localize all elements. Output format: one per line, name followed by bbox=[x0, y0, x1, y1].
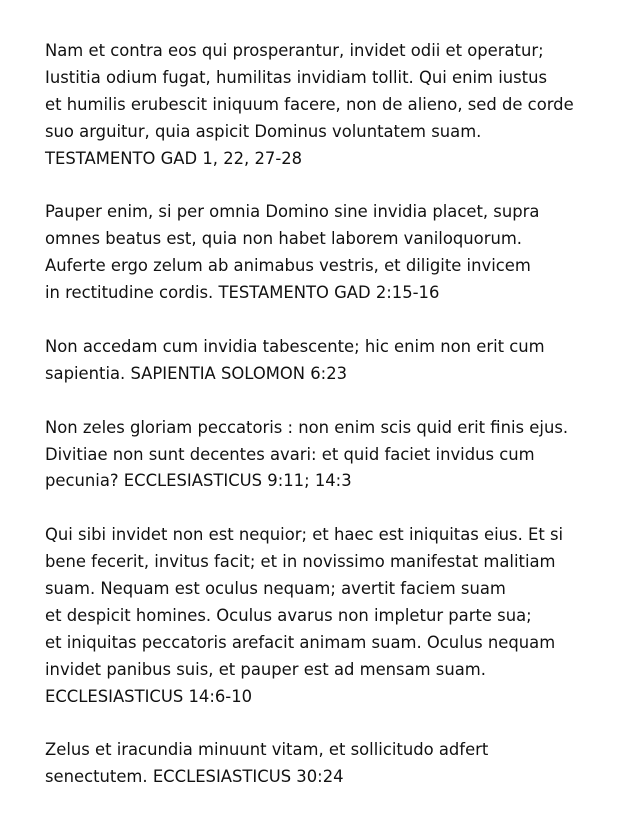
text-line: suo arguitur, quia aspicit Dominus voluntatem suam. bbox=[45, 121, 482, 141]
document-page bbox=[45, 38, 625, 818]
text-line: Zelus et iracundia minuunt vitam, et sollicitudo adfert bbox=[45, 740, 489, 760]
text-line: et iniquitas peccatoris arefacit animam suam. Oculus nequam bbox=[45, 632, 556, 652]
paragraph-sapientia-solomon bbox=[45, 334, 625, 388]
paragraph-ecclesiasticus-30 bbox=[45, 737, 625, 791]
citation-line: in rectitudine cordis. TESTAMENTO GAD 2:15-16 bbox=[45, 283, 440, 303]
text-line: Divitiae non sunt decentes avari: et quid faciet invidus cum bbox=[45, 444, 535, 464]
text-line: Non zeles gloriam peccatoris : non enim scis quid erit finis ejus. bbox=[45, 417, 569, 437]
text-line: Nam et contra eos qui prosperantur, invidet odii et operatur; bbox=[45, 41, 544, 60]
text-line: suam. Nequam est oculus nequam; avertit faciem suam bbox=[45, 579, 506, 599]
citation-line: senectutem. ECCLESIASTICUS 30:24 bbox=[45, 767, 344, 787]
text-line: omnes beatus est, quia non habet laborem vaniloquorum. bbox=[45, 229, 523, 249]
citation-line: ECCLESIASTICUS 14:6-10 bbox=[45, 686, 253, 706]
text-line: et despicit homines. Oculus avarus non impletur parte sua; bbox=[45, 605, 532, 625]
text-line: Non accedam cum invidia tabescente; hic enim non erit cum bbox=[45, 336, 545, 356]
paragraph-ecclesiasticus-14 bbox=[45, 522, 625, 710]
text-line: invidet panibus suis, et pauper est ad mensam suam. bbox=[45, 659, 486, 679]
text-line: Pauper enim, si per omnia Domino sine invidia placet, supra bbox=[45, 202, 540, 222]
text-line: Qui sibi invidet non est nequior; et haec est iniquitas eius. Et si bbox=[45, 525, 564, 545]
citation-line: sapientia. SAPIENTIA SOLOMON 6:23 bbox=[45, 363, 348, 383]
citation-line: TESTAMENTO GAD 1, 22, 27-28 bbox=[45, 148, 303, 168]
text-line: et humilis erubescit iniquum facere, non de alieno, sed de corde bbox=[45, 94, 574, 114]
text-line: Iustitia odium fugat, humilitas invidiam tollit. Qui enim iustus bbox=[45, 67, 548, 87]
paragraph-testamento-gad-1 bbox=[45, 38, 625, 173]
citation-line: pecunia? ECCLESIASTICUS 9:11; 14:3 bbox=[45, 471, 352, 491]
text-line: Auferte ergo zelum ab animabus vestris, et diligite invicem bbox=[45, 256, 531, 276]
paragraph-ecclesiasticus-9 bbox=[45, 415, 625, 496]
text-line: bene fecerit, invitus facit; et in novissimo manifestat malitiam bbox=[45, 552, 556, 572]
paragraph-testamento-gad-2 bbox=[45, 199, 625, 307]
